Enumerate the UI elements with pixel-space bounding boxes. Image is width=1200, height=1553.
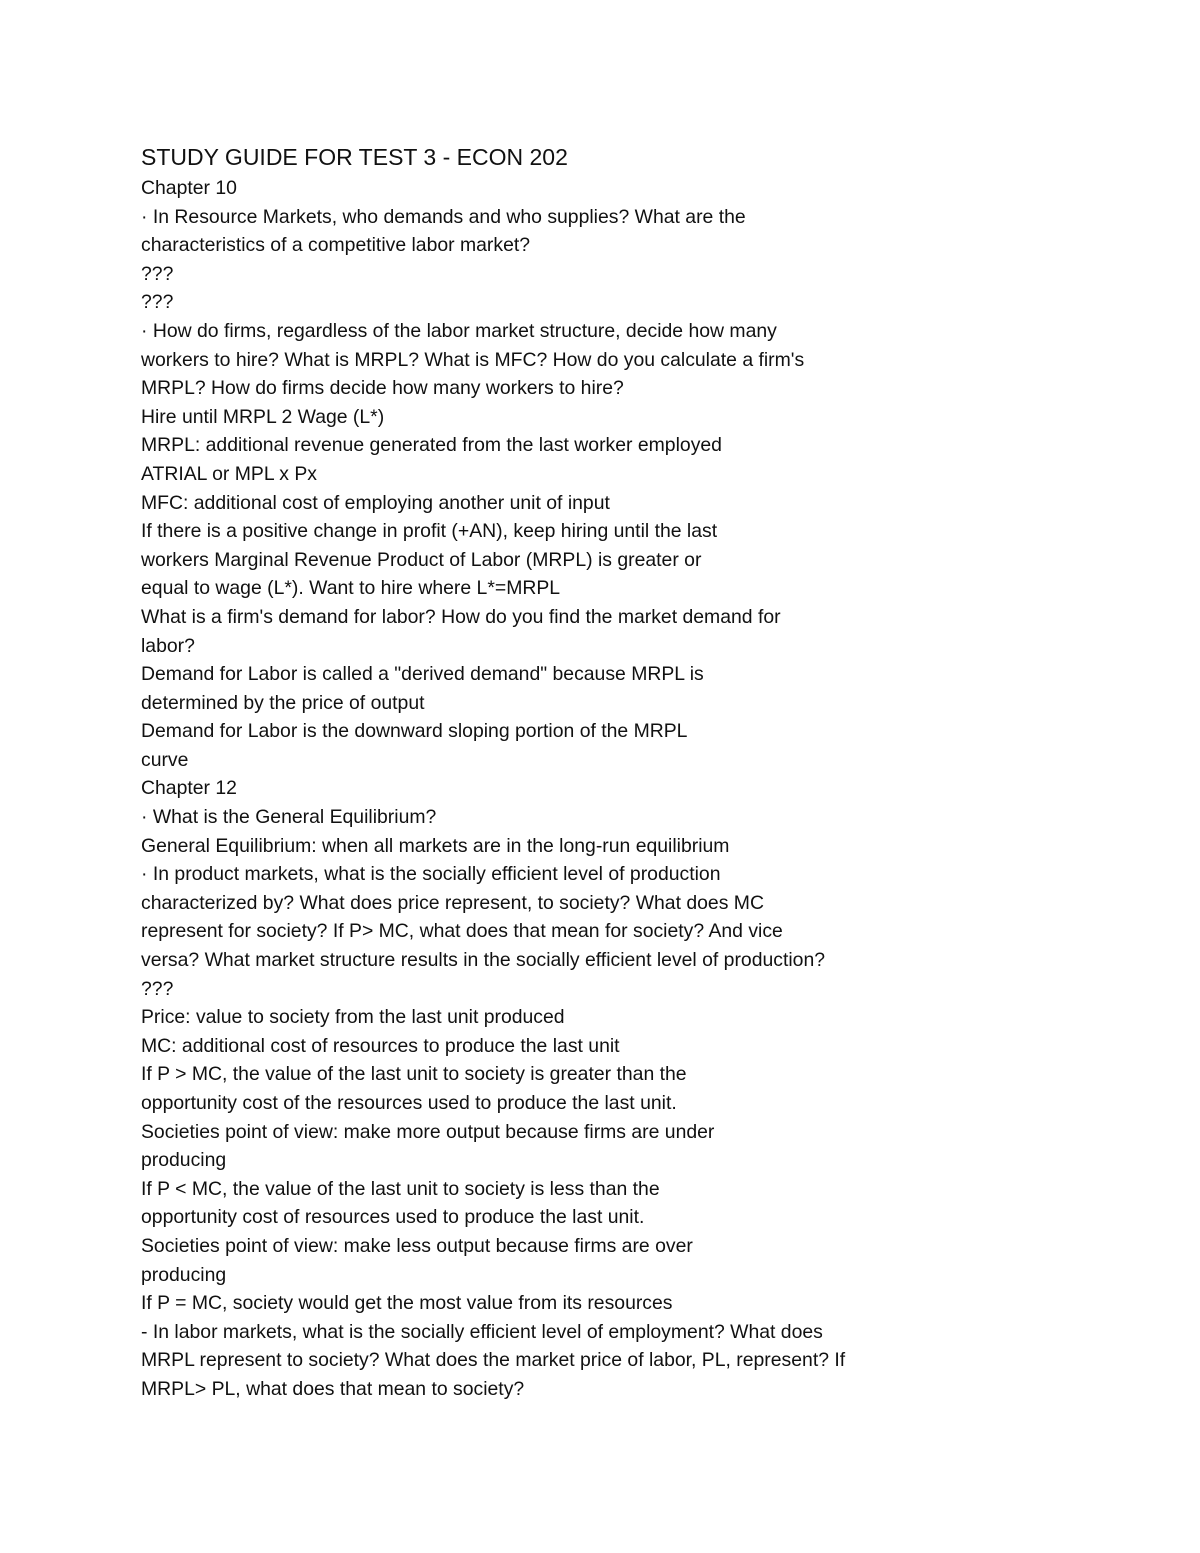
text-line: ???	[141, 262, 174, 285]
text-line: versa? What market structure results in the socially efficient level of production?	[141, 949, 826, 972]
text-line: Chapter 10	[141, 177, 237, 199]
text-line: Price: value to society from the last unit produced	[141, 1006, 565, 1029]
text-line: MRPL? How do firms decide how many workers to hire?	[141, 377, 624, 400]
text-line: Societies point of view: make more output because firms are under	[141, 1120, 715, 1143]
text-line: If P > MC, the value of the last unit to society is greater than the	[141, 1063, 687, 1086]
text-line: equal to wage (L*). Want to hire where L*=MRPL	[141, 577, 561, 600]
document-body	[141, 174, 1141, 1404]
text-line: opportunity cost of the resources used to produce the last unit.	[141, 1092, 677, 1114]
text-line: labor?	[141, 634, 195, 657]
text-line: General Equilibrium: when all markets are in the long-run equilibrium	[141, 834, 730, 857]
text-line: characteristics of a competitive labor market?	[141, 234, 531, 257]
text-line: ATRIAL or MPL x Px	[141, 462, 317, 485]
text-line: MC: additional cost of resources to produce the last unit	[141, 1034, 620, 1057]
text-line: MRPL represent to society? What does the market price of labor, PL, represent? If	[141, 1349, 846, 1372]
text-line: Societies point of view: make less output because firms are over	[141, 1234, 693, 1257]
text-line: If P < MC, the value of the last unit to society is less than the	[141, 1177, 660, 1200]
document-content	[141, 143, 1141, 1404]
text-line: Demand for Labor is the downward sloping portion of the MRPL	[141, 720, 688, 743]
text-line: MFC: additional cost of employing another unit of input	[141, 491, 610, 514]
text-line: represent for society? If P> MC, what does that mean for society? And vice	[141, 920, 783, 943]
text-line: MRPL: additional revenue generated from the last worker employed	[141, 434, 722, 457]
text-line: - In labor markets, what is the socially efficient level of employment? What does	[141, 1320, 823, 1343]
text-line: characterized by? What does price represent, to society? What does MC	[141, 891, 764, 914]
text-line: workers to hire? What is MRPL? What is MFC? How do you calculate a firm's	[141, 348, 805, 371]
text-line: workers Marginal Revenue Product of Labor (MRPL) is greater or	[141, 548, 702, 571]
text-line: · How do firms, regardless of the labor market structure, decide how many	[141, 319, 777, 342]
text-line: Hire until MRPL 2 Wage (L*)	[141, 405, 385, 428]
text-line: MRPL> PL, what does that mean to society?	[141, 1377, 525, 1400]
text-line: · In product markets, what is the socially efficient level of production	[141, 863, 721, 886]
text-line: producing	[141, 1263, 227, 1286]
text-line: opportunity cost of resources used to produce the last unit.	[141, 1206, 645, 1229]
text-line: curve	[141, 748, 189, 771]
text-line: ???	[141, 291, 174, 314]
text-line: Demand for Labor is called a "derived demand" because MRPL is	[141, 663, 704, 686]
text-line: determined by the price of output	[141, 691, 425, 714]
text-line: · What is the General Equilibrium?	[141, 806, 437, 829]
text-line: · In Resource Markets, who demands and who supplies? What are the	[141, 205, 746, 228]
document-title: STUDY GUIDE FOR TEST 3 - ECON 202	[141, 144, 568, 170]
text-line: If P = MC, society would get the most value from its resources	[141, 1292, 673, 1315]
text-line: Chapter 12	[141, 777, 237, 800]
text-line: ???	[141, 977, 174, 1000]
text-line: What is a firm's demand for labor? How do you find the market demand for	[141, 605, 781, 628]
text-line: If there is a positive change in profit (+AN), keep hiring until the last	[141, 520, 718, 543]
text-line: producing	[141, 1149, 227, 1172]
